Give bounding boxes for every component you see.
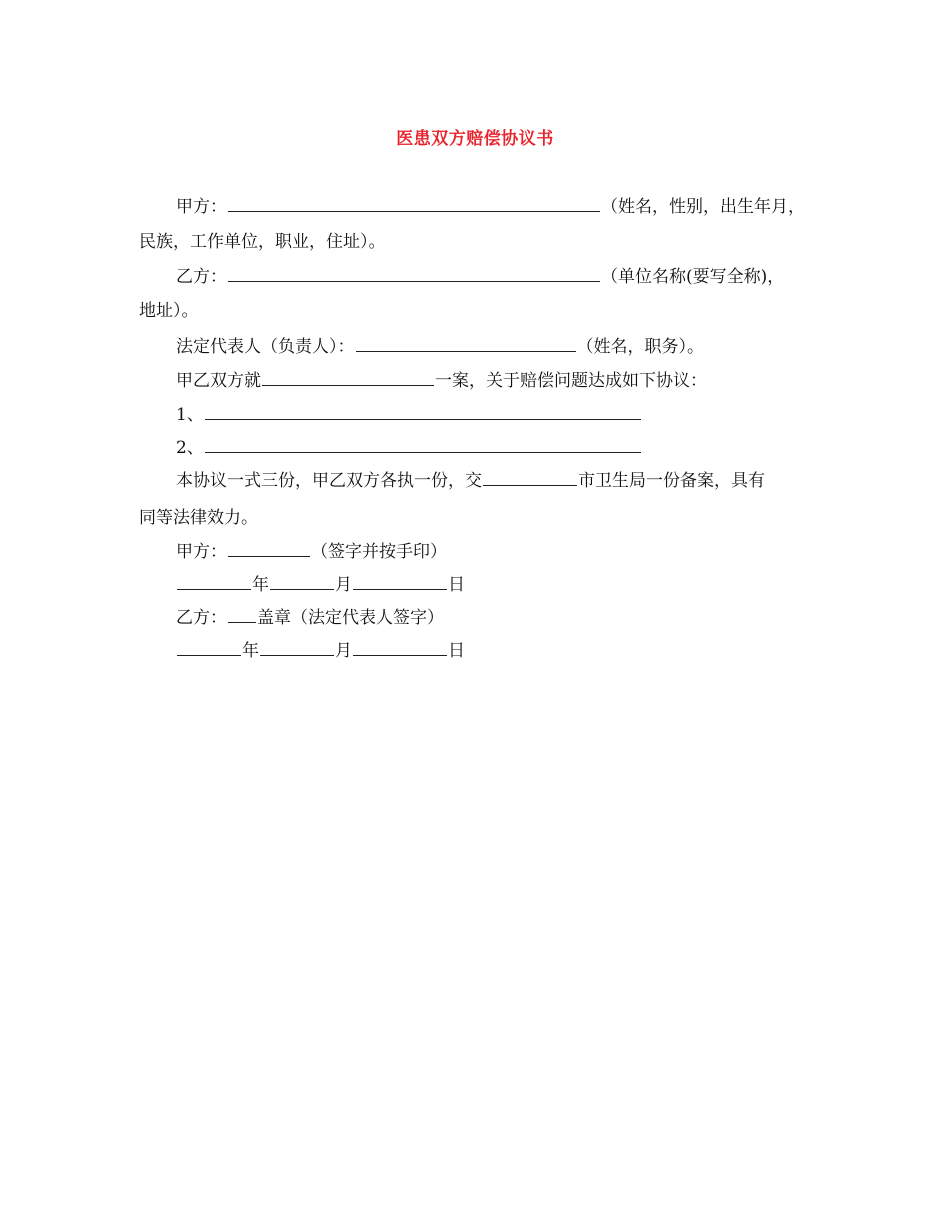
party-a-note: （姓名，性别，出生年月， (601, 197, 805, 217)
copies-line (176, 468, 765, 493)
copies-cont: 同等法律效力。 (139, 508, 258, 528)
list-item (176, 435, 642, 460)
day-blank[interactable] (353, 572, 447, 590)
sign-a-line (176, 539, 447, 564)
sign-b-blank[interactable] (228, 605, 256, 623)
item-number: 2、 (176, 438, 204, 458)
year-blank[interactable] (177, 572, 251, 590)
party-b-note: （单位名称(要写全称)， (601, 267, 785, 287)
month-blank[interactable] (260, 638, 334, 656)
year-label: 年 (252, 575, 269, 595)
legal-rep-note: （姓名，职务）。 (576, 337, 704, 357)
month-blank[interactable] (270, 572, 334, 590)
intro-prefix: 甲乙双方就 (176, 371, 261, 391)
sign-a-blank[interactable] (228, 539, 310, 557)
date-a-line (176, 572, 465, 597)
party-b-label: 乙方： (176, 267, 227, 287)
copies-suffix: 市卫生局一份备案，具有 (578, 471, 765, 491)
party-b-line (176, 264, 784, 289)
intro-line (176, 368, 707, 393)
legal-rep-blank[interactable] (356, 334, 576, 352)
party-a-blank[interactable] (228, 194, 600, 212)
month-label: 月 (335, 641, 352, 661)
list-item (176, 402, 642, 427)
party-a-label: 甲方： (176, 197, 227, 217)
date-b-line (176, 638, 465, 663)
sign-b-label: 乙方： (176, 608, 227, 628)
day-label: 日 (448, 641, 465, 661)
sign-b-line (176, 605, 444, 630)
day-blank[interactable] (353, 638, 447, 656)
sign-a-label: 甲方： (176, 542, 227, 562)
party-a-line (176, 194, 805, 219)
item-number: 1、 (176, 405, 204, 425)
year-label: 年 (242, 641, 259, 661)
item-blank[interactable] (205, 435, 641, 453)
sign-b-note: 盖章（法定代表人签字） (257, 608, 444, 628)
month-label: 月 (335, 575, 352, 595)
copies-prefix: 本协议一式三份，甲乙双方各执一份，交 (176, 471, 482, 491)
year-blank[interactable] (177, 638, 241, 656)
document-title: 医患双方赔偿协议书 (396, 129, 554, 149)
item-blank[interactable] (205, 402, 641, 420)
case-blank[interactable] (262, 368, 434, 386)
day-label: 日 (448, 575, 465, 595)
city-blank[interactable] (483, 468, 577, 486)
party-b-blank[interactable] (228, 264, 600, 282)
legal-rep-label: 法定代表人（负责人）： (176, 337, 355, 357)
sign-a-note: （签字并按手印） (311, 542, 447, 562)
party-a-note-cont: 民族，工作单位，职业，住址）。 (139, 232, 386, 252)
legal-rep-line (176, 334, 704, 359)
party-b-note-cont: 地址）。 (139, 301, 199, 321)
intro-suffix: 一案，关于赔偿问题达成如下协议： (435, 371, 707, 391)
